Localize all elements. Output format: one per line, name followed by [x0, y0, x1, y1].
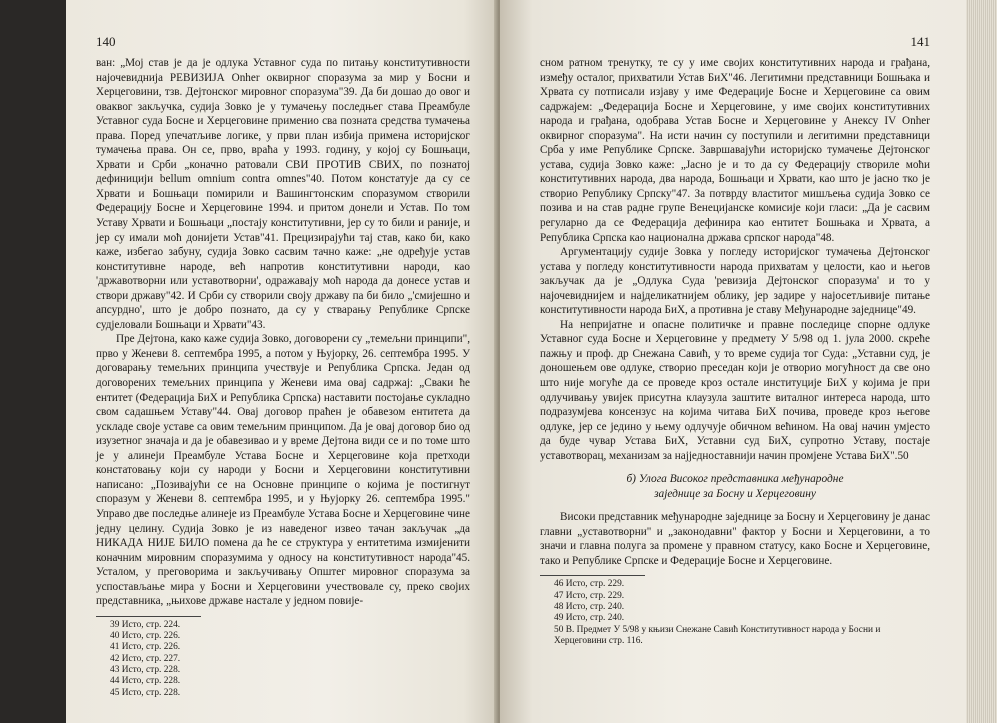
- footnote: 39 Исто, стр. 224.: [110, 619, 181, 630]
- page-number-right: 141: [910, 34, 930, 49]
- paragraph: Високи представник међународне заједнице за Босну и Херцеговину је данас главни „уставотворни" и „законодавни" фактор у Босни и Херцеговини, а то значи и главна полуга за промене у правном статусу, како Босне и Херцеговине, тако и Републике Српске и Федерације Босне и Херцеговине.: [540, 511, 930, 567]
- right-body-continued: [540, 510, 930, 568]
- paragraph: сном ратном тренутку, те су у име својих конститутивних народа и грађана, између осталог, прихватили Устав БиХ"46. Легитимни представници Бошњака и Хрвата су потписали изјаву у име Федерације Босне и Херцеговине са овим садржајем: „Федерација Босне и Херцеговине, у име својих конститутивних народа и грађана, одобрава Устав Босне и Херцеговине у Анексу IV Onher оквирног споразума". На исти начин су поступили и легитимни представници Срба у име Републике Српске. Завршавајући историјско тумачење Дејтонског устава, судија Зовко каже: „Јасно је и то да су Федерацију створиле моћи конститутивних народа, два народа, Бошњаци и Хрвати, као што је јасно тко је створио Републику Српску"47. За потврду властитог мишљења судија Зовко се позива и на став радне групе Венецијанске комисије који гласи: „Да је сасвим регуларно да се Федерација дефинира као ентитет Бошњака и Хрвата, а Република Српска као национална држава српског народа"48.: [540, 57, 930, 244]
- footnote-divider: [96, 616, 201, 617]
- footnote: 44 Исто, стр. 228.: [110, 676, 181, 687]
- left-body: [96, 56, 470, 609]
- footnote: 48 Исто, стр. 240.: [554, 601, 625, 612]
- footnote: 50 В. Предмет У 5/98 у књизи Снежане Савић Конститутивност народа у Босни и Херцеговини стр. 116.: [554, 624, 881, 646]
- section-subheading: [540, 472, 930, 501]
- page-edges: [966, 0, 997, 723]
- right-page: [500, 0, 966, 723]
- left-page: [66, 0, 498, 723]
- paragraph: Аргументацију судије Зовка у погледу историјског тумачења Дејтонског устава у погледу конститутивности народа прихватам у целости, као и његов закључак да је „Одлука Суда 'ревизија Дејтонског споразума' и то у најочевиднијем и најделикатнијем облику, јер задире у најосетљивије питање конститутивности народа БиХ, а противна је ставу Међународне заједнице"49.: [540, 246, 930, 317]
- paragraph: ван: „Мој став је да је одлука Уставног суда по питању конститутивности најочевиднија РЕВИЗИЈА Onher оквирног споразума за мир у Босни и Херцеговини, тзв. Дејтонског мировног споразума"39. Да би дошао до овог и оваквог закључка, судија Зовко је у тумачењу последњег става Преамбуле Уставног суда Босне и Херцеговине применио сва позната средства тумачења права. Поред упечатљиве логике, у први план избија примена историјског тумачења права. Он се, прво, враћа у 1993. годину, у којој су Бошњаци, Хрвати и Срби „коначно ратовали СВИ ПРОТИВ СВИХ, по познатој дефиницији bellum omnium contra omnes"40. Потом констатује да су се Хрвати и Бошњаци помирили и Вашингтонским споразумом створили Федерацију Босне и Херцеговине 1994. и притом донели и Устав. По том Уставу Хрвати и Бошњаци „постају конститутивни, јер су то били и раније, и јер су имали моћ донијети Устав"41. Прецизирајући тај став, како би, како каже, избегао забуну, судија Зовко сасвим тачно каже: „не одређује устав конститутивне народе, већ напротив конститутивни народи, као 'државотворни или уставотворни', одражавају моћ народа да донесе устав и створи државу"42. И Срби су створили своју државу па би било „'смијешно и апсурдно', што је добро познато, да су у стварању Републике Српске судјеловали Бошњаци и Хрвати"43.: [96, 57, 470, 331]
- footnotes-left: [96, 620, 470, 699]
- footnote: 49 Исто, стр. 240.: [554, 613, 625, 624]
- footnote-divider: [540, 575, 645, 576]
- page-number-left: 140: [96, 34, 116, 49]
- right-body: [540, 56, 930, 463]
- footnote: 40 Исто, стр. 226.: [110, 631, 181, 642]
- footnote: 47 Исто, стр. 229.: [554, 590, 625, 601]
- footnote: 42 Исто, стр. 227.: [110, 653, 181, 664]
- footnote: 46 Исто, стр. 229.: [554, 579, 625, 590]
- subheading-line: заједнице за Босну и Херцеговину: [654, 487, 816, 500]
- footnote: 41 Исто, стр. 226.: [110, 642, 181, 653]
- subheading-line: б) Улога Високог представника међународне: [626, 473, 844, 486]
- paragraph: На непријатне и опасне политичке и правне последице спорне одлуке Уставног суда Босне и Херцеговине у предмету У 5/98 од 1. јула 2000. скреће пажњу и проф. др Снежана Савић, у то време судија тог Суда: „Уставни суд, је доношењем ове одлуке, створио преседан који је отворио могућност да све оно што није могуће да се проведе кроз остале институције БиХ у којима је при одлучивању увијек присутна клаузула заштите виталног интереса народа, што подразумјева консензус на којима читава БиХ почива, проведе кроз његове одлуке, јер се једино у њему одлучује обичном већином. На овај начин умјесто да буде чувар Устава БиХ, Уставни суд БиХ, супротно Уставу, постаје уставотворац, механизам за најједноставнији начин промјене Устава БиХ".50: [540, 318, 930, 462]
- footnotes-right: [540, 579, 930, 647]
- footnote: 43 Исто, стр. 228.: [110, 664, 181, 675]
- footnote: 45 Исто, стр. 228.: [110, 687, 181, 698]
- paragraph: Пре Дејтона, како каже судија Зовко, договорени су „темељни принципи", прво у Женеви 8. септембра 1995, а потом у Њујорку, 26. септембра 1995. У договарању темељних принципа учествује и Република Српска. Један од договорених темељних принципа у Женеви има овај садржај: „Сваки ће ентитет (Федерација БиХ и Република Српска) наставити постојање сукладно свом садашњем Уставу"44. Овај договор праћен је обавезом ентитета да ускладе своје уставе са овим темељним принципом. Да је овај договор био од изузетног значаја и да је обавезивао и у време Дејтона види се и по томе што је у алинеји Преамбуле Устава Босне и Херцеговине која претходи констатовању који су народи у Босни и Херцеговини конститутивни написано: „Позивајући се на Основне принципе о којима је постигнут споразум у Женеви 8. септембра 1995, и у Њујорку 26. септембра 1995." Управо две последње алинеје из Преамбуле Устава Босне и Херцеговине чине једну целину. Судија Зовко је из наведеног извео тачан закључак „да НИКАДА НИЈЕ БИЛО помена да ће се структура у ентитетима измијенити коначним мировним споразумима у односу на конститутивност народа"45. Усталом, у преговорима и закључивању Општег мировног споразума за успостављање мира у Босни и Херцеговини учествовале су, преко својих представника, „њихове државе настале у једном повије-: [96, 333, 470, 608]
